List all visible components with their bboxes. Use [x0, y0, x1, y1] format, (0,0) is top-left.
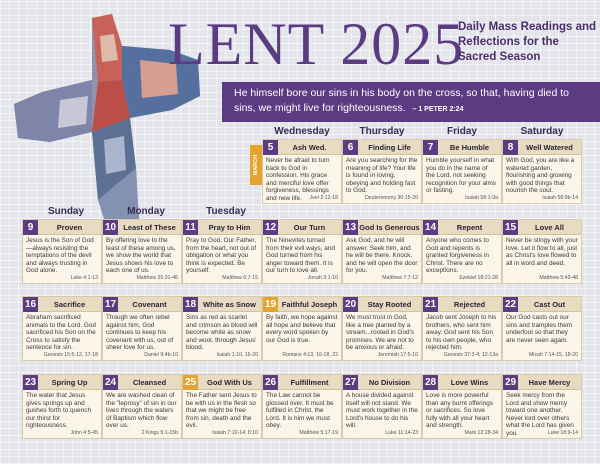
reflection-text: Sins as red as scarlet and crimson as blood will become white as snow and wool, through Jesus' blood.: [186, 314, 258, 352]
reflection-text: Ask God, and he will answer. Seek him, and he will be there. Knock, and he will open the door for you.: [346, 237, 418, 275]
page-subtitle: Daily Mass Readings and Reflections for the Sacred Season: [458, 21, 597, 63]
reading-reference: Matthew 25:31-46: [136, 275, 178, 281]
day-title: Be Humble: [449, 142, 490, 152]
reading-reference: John 4:5-45: [70, 430, 98, 436]
dayname-sunday: Sunday: [47, 206, 85, 217]
cell-header: [503, 140, 581, 155]
day-title: Sacrifice: [53, 299, 86, 309]
day-number: 12: [264, 221, 277, 233]
dayname-thursday: Thursday: [359, 126, 405, 137]
reflection-text: By faith, we hope against all hope and believe that every word spoken by our God is true.: [266, 314, 338, 344]
day-title: Rejected: [453, 299, 486, 309]
day-number: 28: [424, 376, 437, 388]
day-cell-22: [502, 296, 582, 361]
cell-header: [503, 220, 581, 235]
cell-header: [103, 297, 181, 312]
day-cell-8: [502, 139, 582, 204]
day-number: 22: [504, 298, 517, 310]
reflection-text: Pray to God, Our Father, from the heart, not out of obligation or what you think is expected. Be yourself.: [186, 237, 256, 275]
reading-reference: Matthew 5:43-48: [539, 275, 578, 281]
day-title: Faithful Joseph: [281, 299, 338, 309]
reading-reference: Isaiah 58:9b-14: [542, 195, 578, 201]
day-number: 18: [184, 298, 197, 310]
day-number: 6: [343, 140, 358, 155]
day-cell-15: [502, 219, 582, 284]
reflection-text: Though we often rebel against him, God continues to keep his covenant with us, out of sheer love for us.: [106, 314, 174, 352]
cell-header: [343, 140, 421, 155]
day-number: 10: [104, 221, 117, 233]
reading-reference: Matthew 7:7-12: [382, 275, 418, 281]
cell-header: [183, 375, 261, 390]
reflection-text: Jesus is the Son of God—always resisting the temptations of the devil and always trusting in God alone.: [26, 237, 94, 275]
month-tab-label: MARCH: [253, 154, 259, 176]
day-title: Have Mercy: [528, 377, 571, 387]
day-number: 21: [424, 298, 437, 310]
reflection-text: By offering love to the least of these among us, we show the world that Jesus shows his love to each one of us.: [106, 237, 176, 275]
reading-reference: Matthew 6:7-15: [222, 275, 258, 281]
day-title: Well Watered: [526, 142, 573, 152]
reading-reference: Deuteronomy 30:15-20: [364, 195, 418, 201]
day-title: Proven: [56, 222, 83, 232]
reading-reference: Genesis 37:3-4, 12-13a: [443, 352, 498, 358]
cell-header: [103, 220, 181, 235]
day-title: Fulfillment: [290, 377, 329, 387]
day-number: 26: [264, 376, 277, 388]
day-title: Cast Out: [533, 299, 566, 309]
day-title: God With Us: [207, 377, 252, 387]
reading-reference: Matthew 5:17-19: [299, 430, 338, 436]
day-title: Stay Rooted: [367, 299, 412, 309]
reflection-text: Abraham sacrificed animals to the Lord. God sacrificed his Son on the Cross to satisfy the sentence for sin.: [26, 314, 96, 352]
cell-header: [263, 220, 341, 235]
dayname-wednesday: Wednesday: [274, 126, 330, 137]
day-cell-13: [342, 219, 422, 284]
day-number: 5: [263, 140, 278, 155]
reading-reference: Daniel 9:4b-10: [144, 352, 178, 358]
day-cell-5: [262, 139, 342, 204]
day-cell-21: [422, 296, 502, 361]
reading-reference: Luke 4:1-13: [70, 275, 98, 281]
reading-reference: Luke 11:14-23: [385, 430, 418, 436]
day-number: 7: [423, 140, 438, 155]
day-cell-7: [422, 139, 502, 204]
cell-header: [423, 140, 501, 155]
reading-reference: Jeremiah 17:5-10: [377, 352, 418, 358]
reading-reference: Isaiah 7:10-14; 8:10: [212, 430, 258, 436]
reflection-text: We are washed clean of the "leprosy" of sin in our lives through the waters of Baptism which flow over us.: [106, 392, 177, 430]
dayname-friday: Friday: [446, 126, 477, 137]
day-cell-6: [342, 139, 422, 204]
day-title: No Division: [368, 377, 411, 387]
cell-header: [423, 375, 501, 390]
reading-reference: 2 Kings 5:1-15b: [141, 430, 178, 436]
cell-header: [343, 220, 421, 235]
cell-header: [263, 140, 341, 155]
day-number: 14: [424, 221, 437, 233]
cell-header: [263, 297, 341, 312]
day-title: Repent: [456, 222, 483, 232]
day-title: Cleansed: [132, 377, 167, 387]
reading-reference: Genesis 15:5-12, 17-18: [43, 352, 98, 358]
day-number: 25: [184, 376, 197, 388]
day-cell-28: [422, 374, 502, 439]
day-number: 29: [504, 376, 517, 388]
cell-header: [183, 220, 261, 235]
day-title: Our Turn: [293, 222, 326, 232]
day-title: White as Snow: [203, 299, 256, 309]
dayname-saturday: Saturday: [520, 126, 564, 137]
cell-header: [23, 375, 101, 390]
day-number: 19: [264, 298, 277, 310]
cell-header: [23, 220, 101, 235]
day-cell-27: [342, 374, 422, 439]
day-title: God Is Generous: [359, 222, 420, 232]
cell-header: [343, 375, 421, 390]
quote-text: He himself bore our sins in his body on the cross, so that, having died to sins, we might live for righteousness.: [234, 87, 570, 114]
reflection-text: We must trust in God, like a tree planted by a stream...rooted in God's promises. We are not to be anxious or afraid.: [346, 314, 414, 352]
reading-reference: Jonah 3:1-10: [307, 275, 338, 281]
day-cell-19: [262, 296, 342, 361]
day-title: Covenant: [132, 299, 167, 309]
reflection-text: The Law cannot be glossed over. It must be fulfilled in Christ, the Lord. It is him we must obey.: [266, 392, 334, 430]
day-cell-12: [262, 219, 342, 284]
day-number: 17: [104, 298, 117, 310]
day-title: Finding Life: [368, 142, 411, 152]
day-cell-11: [182, 219, 262, 284]
day-cell-16: [22, 296, 102, 361]
reflection-text: A house divided against itself will not stand. We must work together in the Lord's house to do his will.: [346, 392, 418, 430]
reading-reference: Romans 4:13, 16-18, 22: [282, 352, 338, 358]
cell-header: [23, 297, 101, 312]
reflection-text: Jacob sent Joseph to his brothers, who sent him away. God sent his Son to his own people, who rejected him.: [426, 314, 497, 352]
reading-reference: Luke 18:9-14: [547, 430, 578, 436]
day-number: 11: [183, 220, 198, 235]
month-tab-march: [250, 145, 262, 185]
day-number: 13: [344, 221, 357, 233]
cell-header: [503, 375, 581, 390]
day-number: 16: [24, 298, 37, 310]
day-cell-17: [102, 296, 182, 361]
reflection-text: With God, you are like a watered garden, flourishing and growing with good things that nourish the soul.: [506, 157, 575, 195]
reflection-text: Love is more powerful than any burnt offerings or sacrifices. So love fully with all your heart and strength.: [426, 392, 494, 430]
day-cell-24: [102, 374, 182, 439]
day-cell-29: [502, 374, 582, 439]
reflection-text: The water that Jesus gives springs up and gushes forth to quench our thirst for righteousness.: [26, 392, 92, 430]
day-cell-10: [102, 219, 182, 284]
day-title: Love Wins: [450, 377, 489, 387]
day-cell-23: [22, 374, 102, 439]
reflection-text: The Father sent Jesus to be with us in the flesh so that we might be free from sin, death and the evil.: [186, 392, 257, 430]
reflection-text: Seek mercy from the Lord and show mercy toward one another. Never lord over others what the Lord has given you.: [506, 392, 574, 437]
dayname-monday: Monday: [127, 206, 165, 217]
reflection-text: Humble yourself in what you do in the name of the Lord, not seeking recognition for your alms or fasting.: [426, 157, 496, 195]
day-cell-25: [182, 374, 262, 439]
page-title: LENT 2025: [168, 11, 465, 77]
reflection-text: Our God casts out our sins and tramples them underfoot so that they are never seen again.: [506, 314, 573, 344]
reflection-text: Never be afraid to turn back to God in confession. His grace and merciful love offer forgiveness, blessings and new life.: [266, 157, 330, 202]
reflection-text: Anyone who comes to God and repents is granted forgiveness in Christ. There are no exceptions.: [426, 237, 489, 275]
reading-reference: Ezekiel 18:21-28: [459, 275, 498, 281]
cell-header: [503, 297, 581, 312]
day-title: Love All: [535, 222, 564, 232]
day-cell-9: [22, 219, 102, 284]
cell-header: [263, 375, 341, 390]
reading-reference: Micah 7:14-15, 18-20: [528, 352, 578, 358]
day-number: 23: [24, 376, 37, 388]
scripture-quote-banner: [222, 82, 600, 122]
cell-header: [103, 375, 181, 390]
day-number: 27: [344, 376, 357, 388]
day-cell-18: [182, 296, 262, 361]
cell-header: [343, 297, 421, 312]
day-title: Ash Wed.: [292, 142, 327, 152]
reading-reference: Joel 2:12-18: [309, 195, 338, 201]
reading-reference: Isaiah 1:10, 16-20: [216, 352, 258, 358]
day-number: 24: [104, 376, 117, 388]
day-cell-20: [342, 296, 422, 361]
day-title: Least of These: [123, 222, 176, 232]
reflection-text: Never be stingy with your love. Let it flow to all, just as Christ's love flowed to all in word and deed.: [506, 237, 578, 267]
day-title: Pray to Him: [208, 222, 251, 232]
day-number: 8: [503, 140, 518, 155]
day-number: 9: [23, 220, 38, 235]
cell-header: [423, 220, 501, 235]
day-title: Spring Up: [51, 377, 88, 387]
day-number: 15: [504, 221, 517, 233]
day-number: 20: [344, 298, 357, 310]
reading-reference: Mark 12:28-34: [464, 430, 498, 436]
day-cell-26: [262, 374, 342, 439]
reflection-text: The Ninevites turned from their evil ways, and God turned from his anger toward them. It is our turn to love all.: [266, 237, 335, 275]
cell-header: [183, 297, 261, 312]
quote-reference: – 1 PETER 2:24: [412, 106, 464, 113]
dayname-tuesday: Tuesday: [206, 206, 246, 217]
reading-reference: Isaiah 58:1-9a: [465, 195, 498, 201]
cell-header: [423, 297, 501, 312]
reflection-text: Are you searching for the meaning of life? Your life is found in loving, obeying and holding fast to God.: [346, 157, 418, 195]
day-cell-14: [422, 219, 502, 284]
